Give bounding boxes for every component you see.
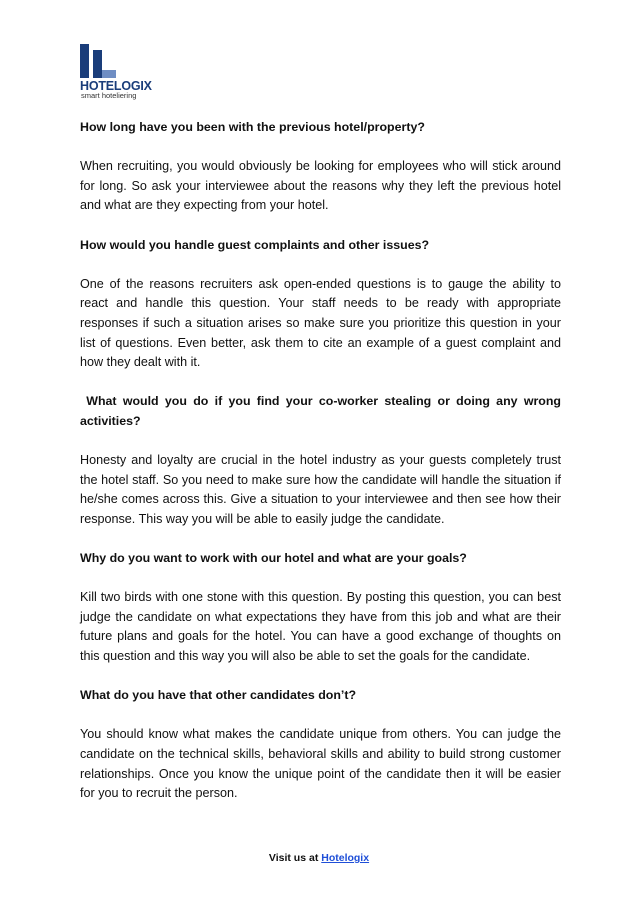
question-heading: What do you have that other candidates don’t? xyxy=(80,688,357,703)
logo-wordmark: HOTELOGIX xyxy=(80,79,152,93)
footer-prefix: Visit us at xyxy=(268,852,322,864)
question-heading: How long have you been with the previous hotel/property? xyxy=(80,120,425,134)
logo-mark-icon xyxy=(80,44,126,78)
question-heading: Why do you want to work with our hotel and what are your goals? xyxy=(80,551,467,566)
question-heading: What would you do if you find your co-worker stealing or doing any wrong activities? xyxy=(80,394,565,428)
answer-paragraph: One of the reasons recruiters ask open-ended questions is to gauge the ability to react and handle this question. Your staff needs to be ready with appropriate responses if such a situation arises so make sure you prioritize this question in your list of questions. Even better, ask them to cite an example of a guest complaint and how they dealt with it. xyxy=(80,276,561,370)
question-heading: How would you handle guest complaints and other issues? xyxy=(80,237,430,252)
page-footer xyxy=(0,852,638,864)
answer-paragraph: You should know what makes the candidate unique from others. You can judge the candidate on the technical skills, behavioral skills and ability to build strong customer relationships. Once you know the unique point of the candidate then it will be easier for you to recruit the person. xyxy=(80,727,561,801)
answer-paragraph: Honesty and loyalty are crucial in the hotel industry as your guests completely trust the hotel staff. So you need to make sure how the candidate will handle the situation if he/she comes across this. Give a situation to your interviewee and then see how their response. This way you will be able to easily judge the candidate. xyxy=(80,453,561,526)
logo-tagline: smart hoteliering xyxy=(81,91,137,100)
hotelogix-logo xyxy=(80,44,170,100)
document-body xyxy=(80,118,565,804)
hotelogix-link[interactable]: Hotelogix xyxy=(321,852,370,864)
answer-paragraph: Kill two birds with one stone with this question. By posting this question, you can best judge the candidate on what expectations they have from this job and what are their future plans and goals for the hotel. You can have a good exchange of thoughts on this question and this way you will also be able to set the goals for the candidate. xyxy=(80,590,561,664)
answer-paragraph: When recruiting, you would obviously be looking for employees who will stick around for long. So ask your interviewee about the reasons why they left the previous hotel and what are they expecting from your hotel. xyxy=(80,159,561,213)
